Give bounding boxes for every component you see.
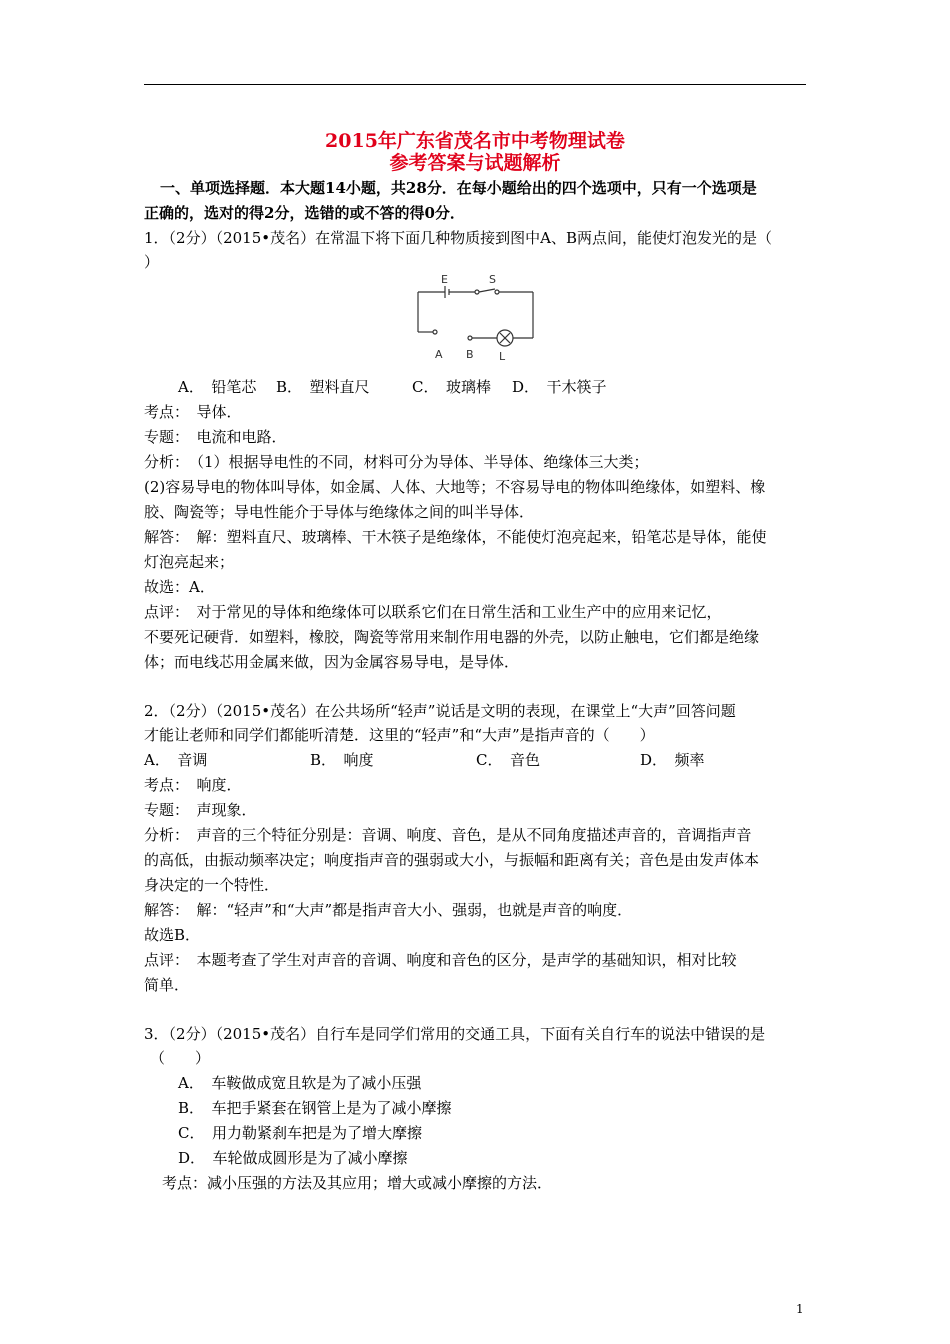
q2-answer: 故选B． — [144, 926, 201, 944]
q3-option-d: D． 车轮做成圆形是为了减小摩擦 — [178, 1149, 408, 1167]
q2-option-c: C． 音色 — [476, 751, 541, 769]
q3-stem-line1: 3．（2分）（2015•茂名）自行车是同学们常用的交通工具，下面有关自行车的说法中错误的是 — [144, 1025, 766, 1043]
section-heading-line2: 正确的，选对的得2分，选错的或不答的得0分． — [144, 204, 465, 222]
q2-jieda-line1: 解答： 解：“轻声”和“大声”都是指声音大小、强弱，也就是声音的响度． — [144, 901, 633, 919]
q1-dianping-line2: 不要死记硬背．如塑料，橡胶，陶瓷等常用来制作用电器的外壳，以防止触电，它们都是绝缘 — [144, 628, 760, 646]
header-rule — [144, 84, 806, 85]
q1-fenxi-line1: 分析： （1）根据导电性的不同，材料可分为导体、半导体、绝缘体三大类； — [144, 453, 649, 471]
label-a: A — [435, 348, 443, 361]
q2-dianping-line1: 点评： 本题考查了学生对声音的音调、响度和音色的区分，是声学的基础知识，相对比较 — [144, 951, 737, 969]
q1-option-b: B． 塑料直尺 — [276, 378, 370, 396]
q2-stem-line1: 2．（2分）（2015•茂名）在公共场所“轻声”说话是文明的表现，在课堂上“大声”回答问题 — [144, 702, 736, 720]
section-heading-line1: 一、单项选择题．本大题14小题，共28分．在每小题给出的四个选项中，只有一个选项是 — [160, 179, 757, 197]
page-subtitle: 参考答案与试题解析 — [389, 152, 561, 174]
label-l: L — [499, 350, 506, 363]
q1-stem-line2: ） — [144, 253, 160, 271]
q3-stem-line2: （ ） — [150, 1049, 211, 1067]
q2-option-d: D． 频率 — [640, 751, 705, 769]
q2-option-a: A． 音调 — [144, 751, 208, 769]
circuit-diagram — [415, 272, 540, 364]
q1-answer: 故选：A． — [144, 578, 215, 596]
q3-kaodian: 考点：减小压强的方法及其应用；增大或减小摩擦的方法． — [162, 1174, 553, 1192]
q1-option-a: A． 铅笔芯 — [178, 378, 257, 396]
q2-fenxi-line3: 身决定的一个特性． — [144, 876, 280, 894]
q1-option-c: C． 玻璃棒 — [412, 378, 492, 396]
page-title: 2015年广东省茂名市中考物理试卷 — [325, 130, 625, 152]
q3-option-b: B． 车把手紧套在钢管上是为了减小摩擦 — [178, 1099, 452, 1117]
q2-kaodian: 考点： 响度． — [144, 776, 242, 794]
q2-fenxi-line2: 的高低，由振动频率决定；响度指声音的强弱或大小，与振幅和距离有关；音色是由发声体本 — [144, 851, 760, 869]
label-e: E — [441, 273, 448, 286]
switch-pivot — [475, 290, 479, 294]
switch-contact — [495, 290, 499, 294]
q2-option-b: B． 响度 — [310, 751, 374, 769]
terminal-a — [433, 330, 437, 334]
q1-kaodian: 考点： 导体． — [144, 403, 242, 421]
q2-fenxi-line1: 分析： 声音的三个特征分别是：音调、响度、音色，是从不同角度描述声音的，音调指声音 — [144, 826, 752, 844]
switch-blade — [479, 289, 495, 292]
q1-stem-line1: 1．（2分）（2015•茂名）在常温下将下面几种物质接到图中A、B两点间，能使灯泡发光的是（ — [144, 229, 772, 247]
q3-option-c: C． 用力勒紧刹车把是为了增大摩擦 — [178, 1124, 423, 1142]
q1-option-d: D． 干木筷子 — [512, 378, 607, 396]
q1-jieda-line1: 解答： 解：塑料直尺、玻璃棒、干木筷子是绝缘体，不能使灯泡亮起来，铅笔芯是导体，能使 — [144, 528, 767, 546]
q2-dianping-line2: 简单． — [144, 976, 190, 994]
page-number: 1 — [796, 1302, 804, 1316]
q2-zhuanti: 专题： 声现象． — [144, 801, 257, 819]
terminal-b — [468, 336, 472, 340]
q1-fenxi-line2: (2)容易导电的物体叫导体，如金属、人体、大地等；不容易导电的物体叫绝缘体，如塑料、橡 — [144, 478, 766, 496]
label-s: S — [489, 273, 496, 286]
q1-fenxi-line3: 胶、陶瓷等；导电性能介于导体与绝缘体之间的叫半导体． — [144, 503, 535, 521]
q1-zhuanti: 专题： 电流和电路． — [144, 428, 287, 446]
label-b: B — [466, 348, 474, 361]
q2-stem-line2: 才能让老师和同学们都能听清楚．这里的“轻声”和“大声”是指声音的（ ） — [144, 726, 655, 744]
q1-dianping-line3: 体；而电线芯用金属来做，因为金属容易导电，是导体． — [144, 653, 520, 671]
q1-dianping-line1: 点评： 对于常见的导体和绝缘体可以联系它们在日常生活和工业生产中的应用来记忆， — [144, 603, 722, 621]
q3-option-a: A． 车鞍做成宽且软是为了减小压强 — [178, 1074, 422, 1092]
q1-jieda-line2: 灯泡亮起来； — [144, 553, 235, 571]
